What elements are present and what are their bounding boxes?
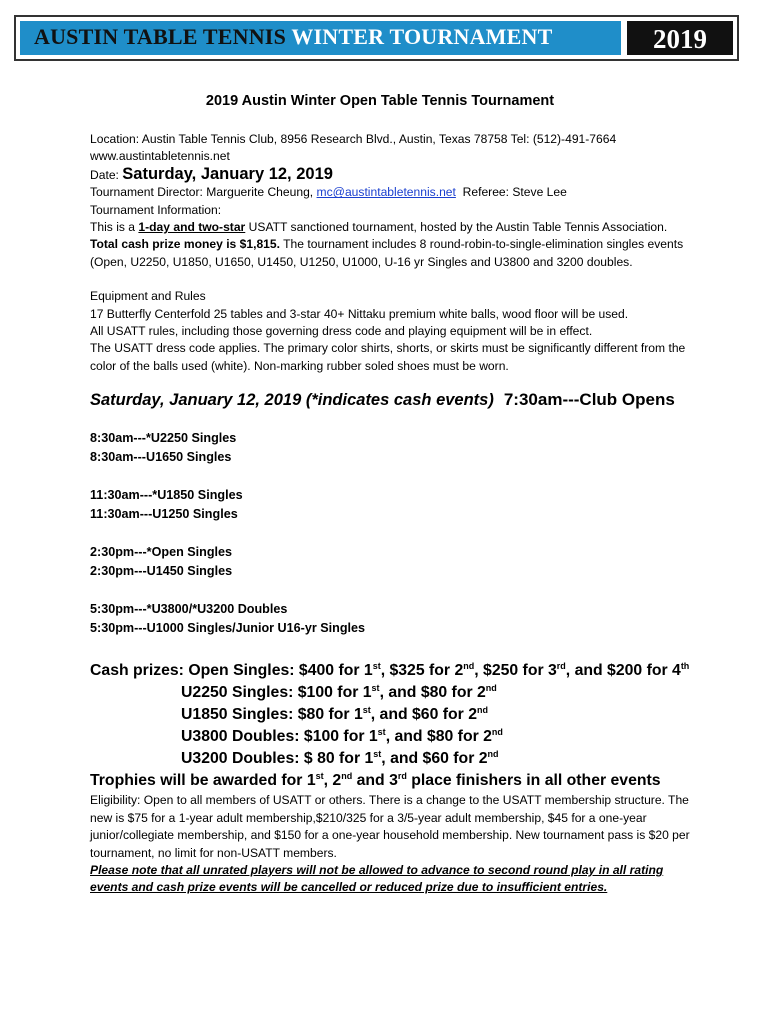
info-prize-total: Total cash prize money is $1,815. [90, 237, 280, 252]
equipment-title: Equipment and Rules [90, 289, 206, 304]
ordinal: rd [397, 771, 407, 782]
prize-text: , and $80 for 2 [385, 728, 492, 746]
prize-open-singles [90, 660, 690, 682]
referee: Referee: Steve Lee [462, 185, 567, 200]
info-label: Tournament Information: [90, 202, 222, 217]
info-bold-underline: 1-day and two-star [138, 220, 246, 235]
prize-text: , $325 for 2 [380, 662, 464, 680]
ordinal: st [371, 683, 380, 694]
ordinal: nd [341, 771, 353, 782]
prize-u3200 [90, 748, 690, 770]
director-prefix: Tournament Director: Marguerite Cheung, [90, 185, 314, 200]
ordinal: nd [477, 705, 488, 716]
event-item: 11:30am---U1250 Singles [90, 507, 238, 522]
info-text-2: USATT sanctioned tournament, hosted by the Austin Table Tennis Association. [248, 220, 668, 235]
prize-text: U3800 Doubles: $100 for 1 [181, 728, 378, 746]
event-item: 11:30am---*U1850 Singles [90, 488, 243, 503]
prize-text: U1850 Singles: $80 for 1 [181, 706, 363, 724]
trophies-line [90, 770, 690, 792]
website-line: www.austintabletennis.net [90, 149, 230, 164]
event-item: 2:30pm---*Open Singles [90, 545, 233, 560]
director-email-link[interactable]: mc@austintabletennis.net [316, 185, 456, 200]
prize-text: , 2 [323, 772, 342, 790]
ordinal: st [315, 771, 324, 782]
ordinal: nd [463, 661, 475, 672]
prize-text: U3200 Doubles: $ 80 for 1 [181, 750, 374, 768]
event-item: 5:30pm---U1000 Singles/Junior U16-yr Singles [90, 621, 366, 636]
ordinal: nd [491, 727, 503, 738]
ordinal: st [377, 727, 386, 738]
prize-u1850 [90, 704, 690, 726]
location-line: Location: Austin Table Tennis Club, 8956 Research Blvd., Austin, Texas 78758 Tel: (512)-491-7664 [90, 132, 617, 146]
event-item: 2:30pm---U1450 Singles [90, 564, 233, 579]
prize-text: , and $60 for 2 [370, 706, 477, 724]
event-item: 8:30am---*U2250 Singles [90, 431, 237, 446]
banner-title [34, 24, 552, 50]
prize-text: , $250 for 3 [474, 662, 557, 680]
banner-title-dark: AUSTIN TABLE TENNIS [34, 24, 287, 49]
event-item: 5:30pm---*U3800/*U3200 Doubles [90, 602, 288, 617]
banner-year: 2019 [653, 24, 707, 54]
info-text-3: The tournament includes 8 round-robin-to-single-elimination singles events (Open, U2250, U1850, U1650, U1450, U1250, U1000, U-16 yr Singles and U3800 and 3200 doubles. [90, 237, 684, 269]
prize-text: , and $60 for 2 [381, 750, 488, 768]
date-line [90, 166, 690, 184]
prize-text: Trophies will be awarded for 1 [90, 772, 316, 790]
prize-text: , and $200 for 4 [565, 662, 681, 680]
prize-u3800 [90, 726, 690, 748]
info-paragraph [90, 219, 690, 271]
club-opens: 7:30am---Club Opens [503, 390, 675, 410]
ordinal: rd [556, 661, 566, 672]
banner-title-panel [20, 21, 621, 55]
prize-text: and 3 [352, 772, 398, 790]
eligibility-paragraph: Eligibility: Open to all members of USATT or others. There is a change to the USATT membership structure. The new is $75 for a 1-year adult membership,$210/325 for a 3/5-year adult membership, $45 for a one-year junior/collegiate membership, and $150 for a one-year household membership. New tournament pass is $20 per tournament, no limit for non-USATT members. [90, 793, 690, 860]
info-text-1: This is a [90, 220, 136, 235]
date-label: Date: [90, 167, 119, 182]
event-item: 8:30am---U1650 Singles [90, 450, 232, 465]
director-line [90, 184, 690, 201]
ordinal: st [362, 705, 371, 716]
ordinal: st [373, 749, 382, 760]
prize-text: U2250 Singles: $100 for 1 [181, 684, 372, 702]
ordinal: nd [485, 683, 497, 694]
document-body [90, 93, 690, 897]
banner-title-light: WINTER TOURNAMENT [291, 24, 553, 49]
date-value: Saturday, January 12, 2019 [122, 164, 333, 183]
equipment-line-1: 17 Butterfly Centerfold 25 tables and 3-star 40+ Nittaku premium white balls, wood floor will be used. [90, 306, 629, 321]
prize-text: Cash prizes: Open Singles: $400 for 1 [90, 662, 373, 680]
prize-text: place finishers in all other events [406, 772, 661, 790]
equipment-line-2: All USATT rules, including those governing dress code and playing equipment will be in effect. [90, 324, 593, 339]
ordinal: st [372, 661, 381, 672]
ordinal: th [680, 661, 690, 672]
ordinal: nd [487, 749, 499, 760]
equipment-line-3: The USATT dress code applies. The primary color shirts, shorts, or skirts must be significantly different from the color of the balls used (white). Non-marking rubber soled shoes must be worn. [90, 341, 686, 373]
prize-text: , and $80 for 2 [379, 684, 486, 702]
header-banner [14, 15, 739, 61]
schedule-date: Saturday, January 12, 2019 (*indicates cash events) [90, 391, 494, 410]
page-title: 2019 Austin Winter Open Table Tennis Tournament [205, 93, 555, 109]
prize-u2250 [90, 682, 690, 704]
schedule-heading [90, 389, 690, 411]
unrated-note: Please note that all unrated players will not be allowed to advance to second round play in all rating events and cash prize events will be cancelled or reduced prize due to insufficient entries. [90, 862, 664, 895]
banner-year-panel [627, 21, 733, 55]
